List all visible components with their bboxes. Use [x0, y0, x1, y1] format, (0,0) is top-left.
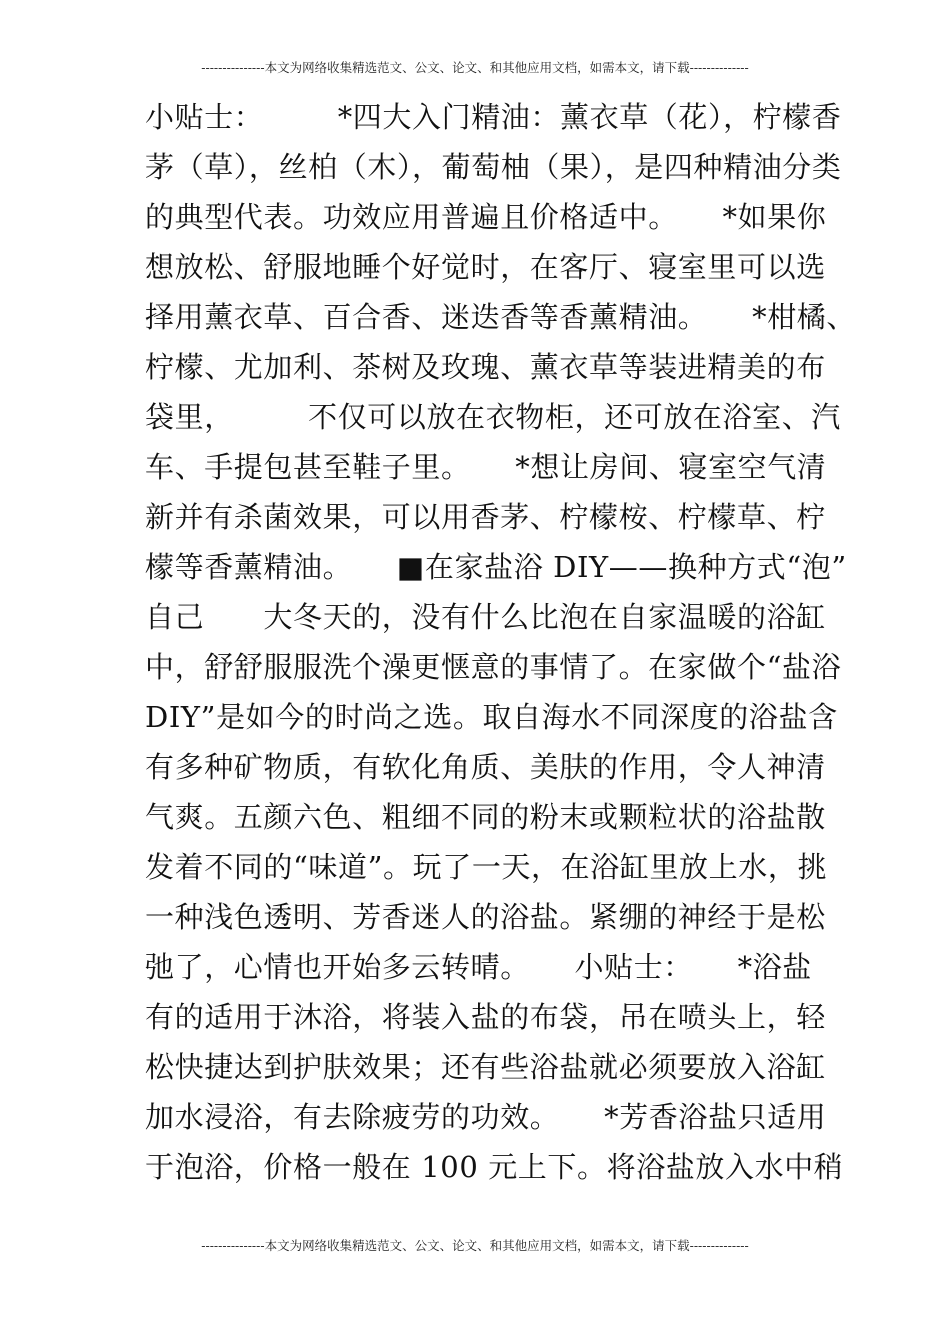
text-line: 弛了，心情也开始多云转晴。 小贴士： *浴盐	[145, 950, 812, 984]
text-line: DIY”是如今的时尚之选。取自海水不同深度的浴盐含	[145, 700, 838, 734]
text-line: 松快捷达到护肤效果；还有些浴盐就必须要放入浴缸	[145, 1050, 826, 1084]
text-line: 新并有杀菌效果，可以用香茅、柠檬桉、柠檬草、柠	[145, 500, 826, 534]
text-line: 自己 大冬天的，没有什么比泡在自家温暖的浴缸	[145, 600, 826, 634]
text-line: 加水浸浴，有去除疲劳的功效。 *芳香浴盐只适用	[145, 1100, 827, 1134]
text-line: 檬等香薰精油。 ■在家盐浴 DIY——换种方式“泡”	[145, 550, 847, 584]
text-line: 想放松、舒服地睡个好觉时，在客厅、寝室里可以选	[145, 250, 826, 284]
text-line: 车、手提包甚至鞋子里。 *想让房间、寝室空气清	[145, 450, 827, 484]
text-line: 中，舒舒服服洗个澡更惬意的事情了。在家做个“盐浴	[145, 650, 842, 684]
text-line: 有多种矿物质，有软化角质、美肤的作用，令人神清	[145, 750, 826, 784]
text-line: 的典型代表。功效应用普遍且价格适中。 *如果你	[145, 200, 827, 234]
text-line: 柠檬、尤加利、茶树及玫瑰、薰衣草等装进精美的布	[145, 350, 826, 384]
page-header: ---------------本文为网络收集精选范文、公文、论文、和其他应用文档，如需本文，请下载--------------	[201, 60, 749, 75]
page-footer: ---------------本文为网络收集精选范文、公文、论文、和其他应用文档，如需本文，请下载--------------	[201, 1238, 749, 1253]
text-line: 茅（草），丝柏（木），葡萄柚（果），是四种精油分类	[145, 150, 842, 184]
text-line: 发着不同的“味道”。玩了一天，在浴缸里放上水，挑	[145, 850, 828, 884]
text-line: 择用薰衣草、百合香、迷迭香等香薰精油。 *柑橘、	[145, 300, 857, 334]
text-line: 有的适用于沐浴，将装入盐的布袋，吊在喷头上，轻	[145, 1000, 826, 1034]
body-text	[145, 92, 857, 1192]
text-line: 于泡浴，价格一般在 100 元上下。将浴盐放入水中稍	[145, 1150, 844, 1184]
text-line: 气爽。五颜六色、粗细不同的粉末或颗粒状的浴盐散	[145, 800, 826, 834]
text-line: 一种浅色透明、芳香迷人的浴盐。紧绷的神经于是松	[145, 900, 826, 934]
text-line: 小贴士： *四大入门精油：薰衣草（花），柠檬香	[145, 100, 842, 134]
text-line: 袋里， 不仅可以放在衣物柜，还可放在浴室、汽	[145, 400, 841, 434]
